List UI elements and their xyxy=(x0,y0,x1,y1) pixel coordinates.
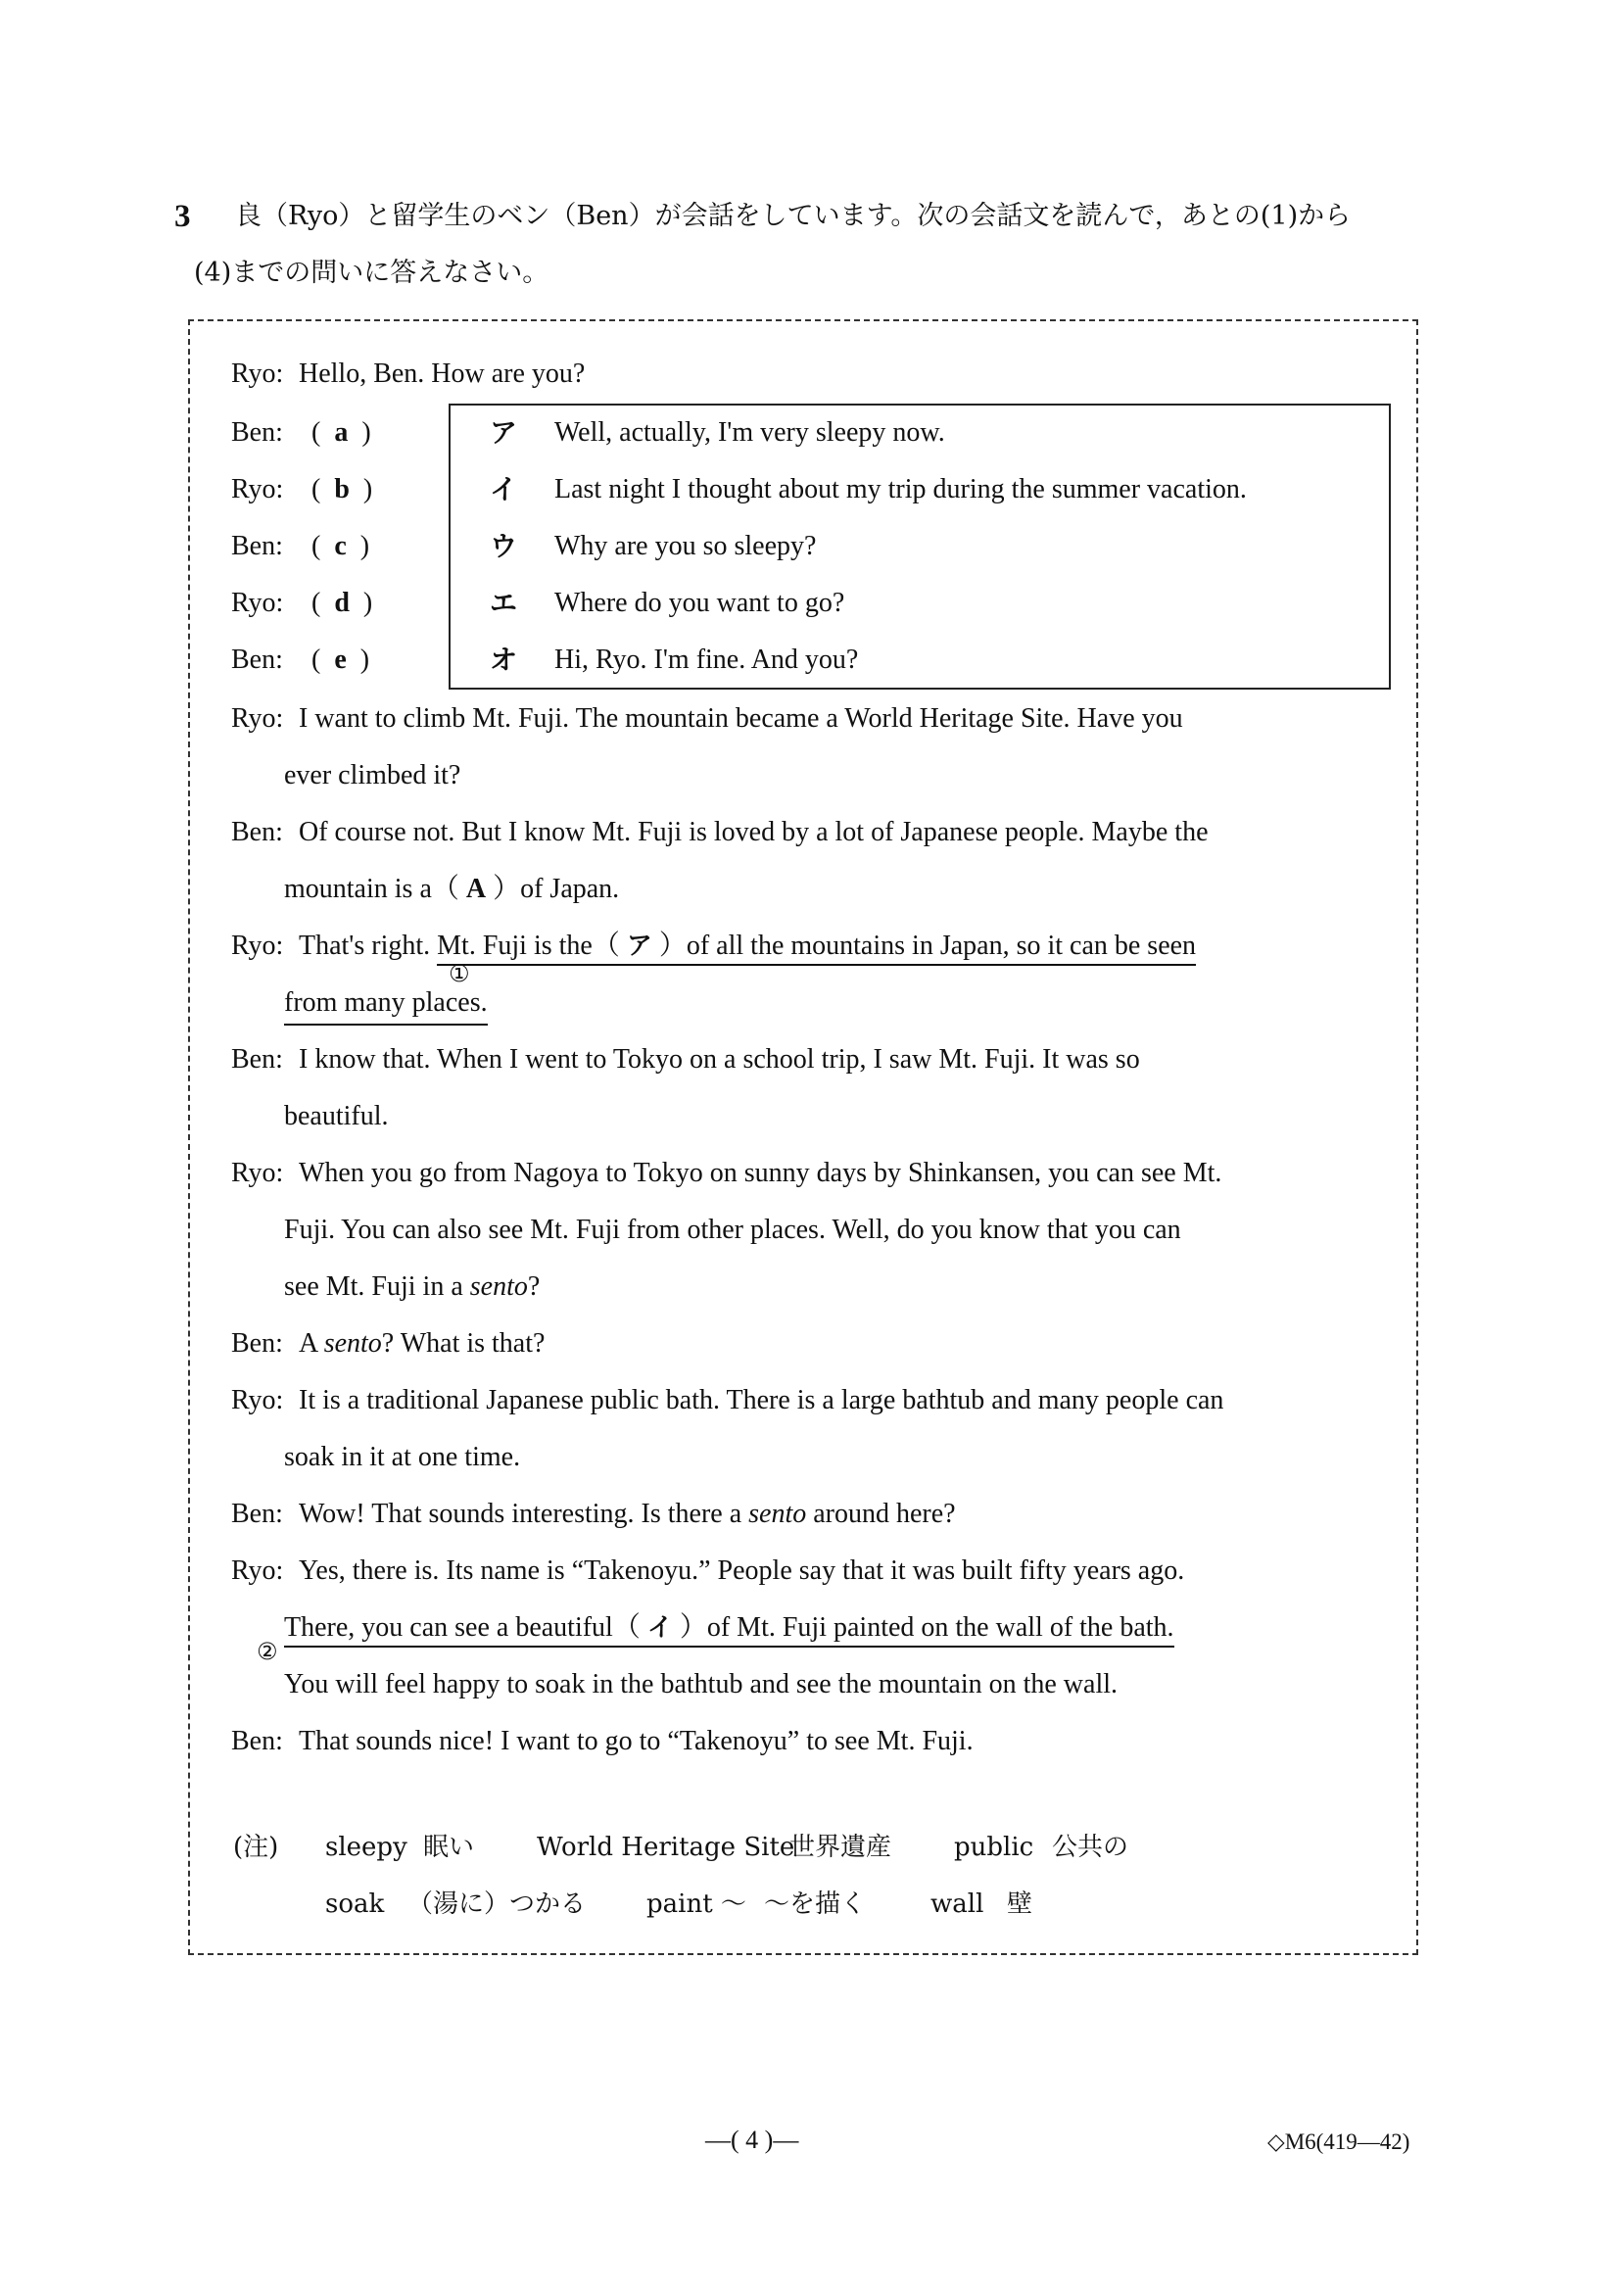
dialogue-line: soak in it at one time. xyxy=(284,1442,521,1472)
slot-a: ( a ) xyxy=(311,417,371,448)
italic-word: sento xyxy=(323,1328,382,1359)
speaker: Ben: xyxy=(231,1044,283,1075)
slot-d: ( d ) xyxy=(311,588,373,618)
dialogue-line: Yes, there is. Its name is “Takenoyu.” People say that it was built fifty years ago. xyxy=(299,1555,1185,1586)
dialogue-line xyxy=(284,872,619,907)
note-gloss: 眠い xyxy=(423,1833,475,1862)
speaker: Ben: xyxy=(231,1726,283,1756)
choice-text: Where do you want to go? xyxy=(554,588,845,618)
text-segment: Wow! That sounds interesting. Is there a xyxy=(299,1499,742,1529)
dialogue-line: ever climbed it? xyxy=(284,760,461,790)
instruction-line-2: (4)までの問いに答えなさい。 xyxy=(194,258,549,288)
dialogue-line: Fuji. You can also see Mt. Fuji from other places. Well, do you know that you can xyxy=(284,1215,1181,1245)
dialogue-line: I want to climb Mt. Fuji. The mountain became a World Heritage Site. Have you xyxy=(299,703,1183,734)
speaker: Ben: xyxy=(231,817,283,847)
underline-marker-2: ② xyxy=(257,1638,278,1665)
note-gloss: 壁 xyxy=(1007,1889,1033,1919)
text-segment: mountain is a（ xyxy=(284,874,459,904)
text-segment: ? xyxy=(527,1271,541,1302)
speaker: Ryo: xyxy=(231,1555,284,1586)
choice-letter: ア xyxy=(490,416,518,449)
dialogue-line xyxy=(299,929,1196,964)
page-number: —( 4 )— xyxy=(705,2126,799,2154)
question-number: 3 xyxy=(174,199,191,234)
choice-letter: オ xyxy=(490,644,518,676)
dialogue-line xyxy=(299,1326,545,1362)
choice-letter: ウ xyxy=(490,530,518,562)
blank-i-kana: イ xyxy=(646,1613,673,1643)
underline-marker-1: ① xyxy=(449,960,470,987)
slot-label: b xyxy=(334,474,350,504)
underlined-sentence-2 xyxy=(284,1612,1174,1648)
speaker: Ryo: xyxy=(231,931,284,961)
dialogue-line: I know that. When I went to Tokyo on a school trip, I saw Mt. Fuji. It was so xyxy=(299,1044,1140,1075)
speaker: Ryo: xyxy=(231,359,284,389)
speaker: Ryo: xyxy=(231,1158,284,1188)
note-word: public xyxy=(954,1833,1034,1862)
dialogue-line: It is a traditional Japanese public bath. There is a large bathtub and many people can xyxy=(299,1385,1224,1415)
speaker: Ryo: xyxy=(231,703,284,734)
blank-a-kana: ア xyxy=(626,932,652,961)
speaker: Ben: xyxy=(231,1499,283,1529)
notes-label: (注) xyxy=(233,1833,279,1862)
text-segment: see Mt. Fuji in a xyxy=(284,1271,463,1302)
italic-word: sento xyxy=(748,1499,807,1529)
instruction-line-1: 良（Ryo）と留学生のベン（Ben）が会話をしています。次の会話文を読んで，あとの(1)から xyxy=(235,201,1352,231)
speaker: Ryo: xyxy=(231,588,284,618)
note-word: soak xyxy=(325,1889,385,1919)
text-segment: That's right. xyxy=(299,931,431,961)
exam-code: ◇M6(419—42) xyxy=(1267,2129,1410,2154)
text-segment: ）of all the mountains in Japan, so it can be seen xyxy=(658,931,1197,961)
dialogue-line: You will feel happy to soak in the bathtub and see the mountain on the wall. xyxy=(284,1669,1119,1699)
slot-label: e xyxy=(334,645,347,675)
speaker: Ben: xyxy=(231,417,283,448)
text-segment: Mt. Fuji is the（ xyxy=(437,931,620,961)
note-word: sleepy xyxy=(325,1833,407,1862)
note-word: paint ～ xyxy=(646,1889,746,1919)
underlined-sentence-1 xyxy=(437,931,1196,966)
blank-a: A xyxy=(465,874,487,904)
choice-letter: イ xyxy=(490,473,518,505)
text-segment: ）of Mt. Fuji painted on the wall of the bath. xyxy=(679,1612,1174,1643)
slot-label: c xyxy=(334,531,347,561)
note-gloss: （湯に）つかる xyxy=(407,1889,587,1919)
speaker: Ryo: xyxy=(231,474,284,504)
dialogue-line xyxy=(284,1610,1174,1646)
speaker: Ryo: xyxy=(231,1385,284,1415)
slot-b: ( b ) xyxy=(311,474,373,504)
text-segment: There, you can see a beautiful（ xyxy=(284,1612,641,1643)
slot-e: ( e ) xyxy=(311,645,370,675)
note-gloss: ～を描く xyxy=(764,1889,867,1919)
text-segment: A xyxy=(299,1328,317,1359)
speaker: Ben: xyxy=(231,645,283,675)
dialogue-line: beautiful. xyxy=(284,1101,389,1131)
slot-label: a xyxy=(334,417,349,448)
choice-letter: エ xyxy=(490,587,518,619)
dialogue-line xyxy=(299,1497,956,1532)
speaker: Ben: xyxy=(231,531,283,561)
choice-text: Why are you so sleepy? xyxy=(554,531,817,561)
italic-word: sento xyxy=(469,1271,528,1302)
choice-text: Last night I thought about my trip during the summer vacation. xyxy=(554,474,1247,504)
note-gloss: 公共の xyxy=(1052,1833,1129,1862)
dialogue-line: Of course not. But I know Mt. Fuji is loved by a lot of Japanese people. Maybe the xyxy=(299,817,1209,847)
note-word: World Heritage Site xyxy=(537,1833,795,1862)
slot-c: ( c ) xyxy=(311,531,370,561)
text-segment: ? What is that? xyxy=(381,1328,546,1359)
text-segment: ）of Japan. xyxy=(493,874,620,904)
slot-label: d xyxy=(334,588,350,618)
underlined-continuation: from many places. xyxy=(284,985,488,1026)
choice-text: Hi, Ryo. I'm fine. And you? xyxy=(554,645,859,675)
dialogue-line: When you go from Nagoya to Tokyo on sunny days by Shinkansen, you can see Mt. xyxy=(299,1158,1222,1188)
speaker: Ben: xyxy=(231,1328,283,1359)
dialogue-line: Hello, Ben. How are you? xyxy=(299,359,586,389)
text-segment: around here? xyxy=(813,1499,956,1529)
note-gloss: 世界遺産 xyxy=(789,1833,892,1862)
dialogue-line xyxy=(284,1269,540,1305)
note-word: wall xyxy=(930,1889,984,1919)
dialogue-line: That sounds nice! I want to go to “Takenoyu” to see Mt. Fuji. xyxy=(299,1726,974,1756)
choice-text: Well, actually, I'm very sleepy now. xyxy=(554,417,945,448)
